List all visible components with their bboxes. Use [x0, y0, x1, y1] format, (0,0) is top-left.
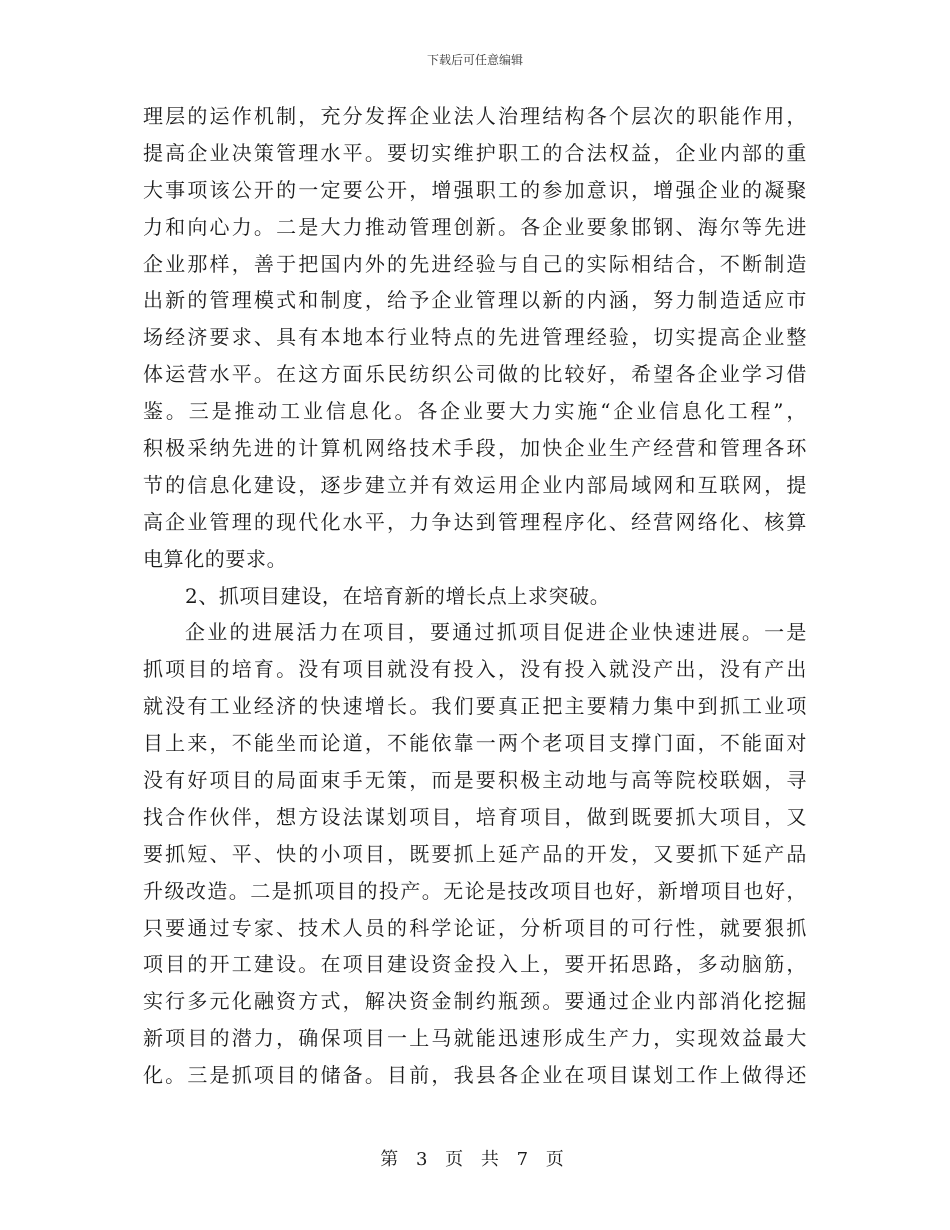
- text-line: 抓项目的培育。没有项目就没有投入，没有投入就没产出，没有产出: [143, 657, 807, 682]
- text-line: 目上来，不能坐而论道，不能依靠一两个老项目支撑门面，不能面对: [143, 731, 807, 756]
- text-line: 电算化的要求。: [143, 546, 288, 571]
- text-line: 项目的开工建设。在项目建设资金投入上，要开拓思路，多动脑筋，: [143, 952, 807, 977]
- text-line: 没有好项目的局面束手无策，而是要积极主动地与高等院校联姻，寻: [143, 768, 807, 793]
- section-heading: 2、抓项目建设，在培育新的增长点上求突破。: [185, 583, 611, 608]
- page-header-note: 下载后可任意编辑: [426, 53, 523, 67]
- text-line: 大事项该公开的一定要公开，增强职工的参加意识，增强企业的凝聚: [143, 177, 807, 202]
- text-line: 理层的运作机制，充分发挥企业法人治理结构各个层次的职能作用，: [143, 104, 807, 128]
- text-line: 鉴。三是推动工业信息化。各企业要大力实施“企业信息化工程”，: [143, 399, 807, 424]
- text-line: 要抓短、平、快的小项目，既要抓上延产品的开发，又要抓下延产品: [143, 841, 807, 866]
- text-line: 出新的管理模式和制度，给予企业管理以新的内涵，努力制造适应市: [143, 288, 807, 313]
- text-line: 提高企业决策管理水平。要切实维护职工的合法权益，企业内部的重: [143, 140, 807, 165]
- text-line: 积极采纳先进的计算机网络技术手段，加快企业生产经营和管理各环: [143, 436, 807, 461]
- text-line: 企业的进展活力在项目，要通过抓项目促进企业快速进展。一是: [185, 620, 807, 645]
- text-line: 就没有工业经济的快速增长。我们要真正把主要精力集中到抓工业项: [143, 694, 807, 719]
- text-line: 场经济要求、具有本地本行业特点的先进管理经验，切实提高企业整: [143, 325, 807, 350]
- text-line: 节的信息化建设，逐步建立并有效运用企业内部局域网和互联网，提: [143, 472, 807, 497]
- document-body: [143, 98, 807, 1094]
- text-line: 企业那样，善于把国内外的先进经验与自己的实际相结合，不断制造: [143, 251, 807, 276]
- text-line: 升级改造。二是抓项目的投产。无论是技改项目也好，新增项目也好，: [143, 878, 807, 903]
- text-line: 化。三是抓项目的储备。目前，我县各企业在项目谋划工作上做得还: [143, 1063, 807, 1088]
- text-line: 只要通过专家、技术人员的科学论证，分析项目的可行性，就要狠抓: [143, 915, 807, 940]
- page-number-footer: 第 3 页 共 7 页: [380, 1149, 570, 1170]
- text-line: 力和向心力。二是大力推动管理创新。各企业要象邯钢、海尔等先进: [143, 214, 807, 239]
- text-line: 新项目的潜力，确保项目一上马就能迅速形成生产力，实现效益最大: [143, 1026, 807, 1051]
- text-line: 找合作伙伴，想方设法谋划项目，培育项目，做到既要抓大项目，又: [143, 804, 807, 829]
- text-line: 体运营水平。在这方面乐民纺织公司做的比较好，希望各企业学习借: [143, 362, 807, 387]
- text-line: 实行多元化融资方式，解决资金制约瓶颈。要通过企业内部消化挖掘: [143, 989, 807, 1014]
- text-line: 高企业管理的现代化水平，力争达到管理程序化、经营网络化、核算: [143, 509, 807, 534]
